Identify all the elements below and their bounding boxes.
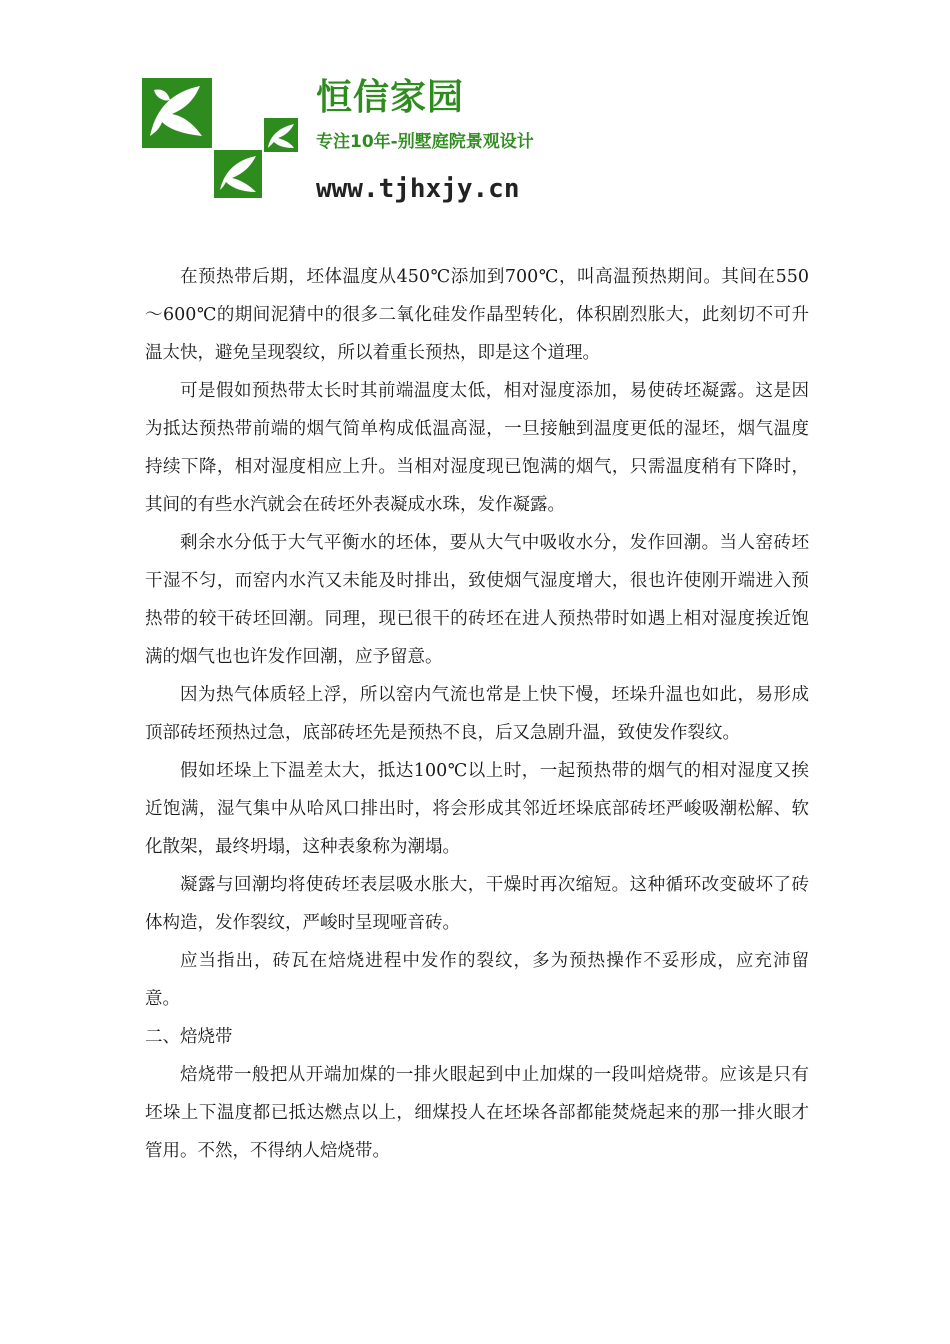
section-heading: 二、焙烧带 [145,1027,233,1047]
paragraph: 在预热带后期，坯体温度从450℃添加到700℃，叫高温预热期间。其间在550～600℃的期间泥猜中的很多二氧化硅发作晶型转化，体积剧烈胀大，此刻切不可升温太快，避免呈现裂纹，所以着重长预热，即是这个道理。 [145,267,809,363]
brand-tagline: 专注10年-别墅庭院景观设计 [316,132,534,152]
paragraph: 焙烧带一般把从开端加煤的一排火眼起到中止加煤的一段叫焙烧带。应该是只有坯垛上下温度都已抵达燃点以上，细煤投人在坯垛各部都能焚烧起来的那一排火眼才管用。不然，不得纳人焙烧带。 [145,1065,809,1161]
paragraph: 应当指出，砖瓦在焙烧进程中发作的裂纹，多为预热操作不妥形成，应充沛留意。 [145,951,809,1009]
paragraph: 因为热气体质轻上浮，所以窑内气流也常是上快下慢，坯垛升温也如此，易形成顶部砖坯预热过急，底部砖坯先是预热不良，后又急剧升温，致使发作裂纹。 [145,685,809,743]
brand-url[interactable]: www.tjhxjy.cn [316,174,520,204]
brand-name: 恒信家园 [316,77,465,118]
document-body [145,258,809,1170]
leaf-logo-icon [142,78,302,204]
paragraph: 剩余水分低于大气平衡水的坯体，要从大气中吸收水分，发作回潮。当人窑砖坯干湿不匀，而窑内水汽又未能及时排出，致使烟气湿度增大，很也许使刚开端进入预热带的较干砖坯回潮。同理，现已很干的砖坯在进人预热带时如遇上相对湿度挨近饱满的烟气也也许发作回潮，应予留意。 [145,533,809,667]
paragraph: 可是假如预热带太长时其前端温度太低，相对湿度添加，易使砖坯凝露。这是因为抵达预热带前端的烟气简单构成低温高湿，一旦接触到温度更低的湿坯，烟气温度持续下降，相对湿度相应上升。当相对湿度现已饱满的烟气，只需温度稍有下降时，其间的有些水汽就会在砖坯外表凝成水珠，发作凝露。 [145,381,809,515]
paragraph: 假如坯垛上下温差太大，抵达100℃以上时，一起预热带的烟气的相对湿度又挨近饱满，湿气集中从哈风口排出时，将会形成其邻近坯垛底部砖坯严峻吸潮松解、软化散架，最终坍塌，这种表象称为潮塌。 [145,761,809,857]
paragraph: 凝露与回潮均将使砖坯表层吸水胀大，干燥时再次缩短。这种循环改变破坏了砖体构造，发作裂纹，严峻时呈现哑音砖。 [145,875,809,933]
